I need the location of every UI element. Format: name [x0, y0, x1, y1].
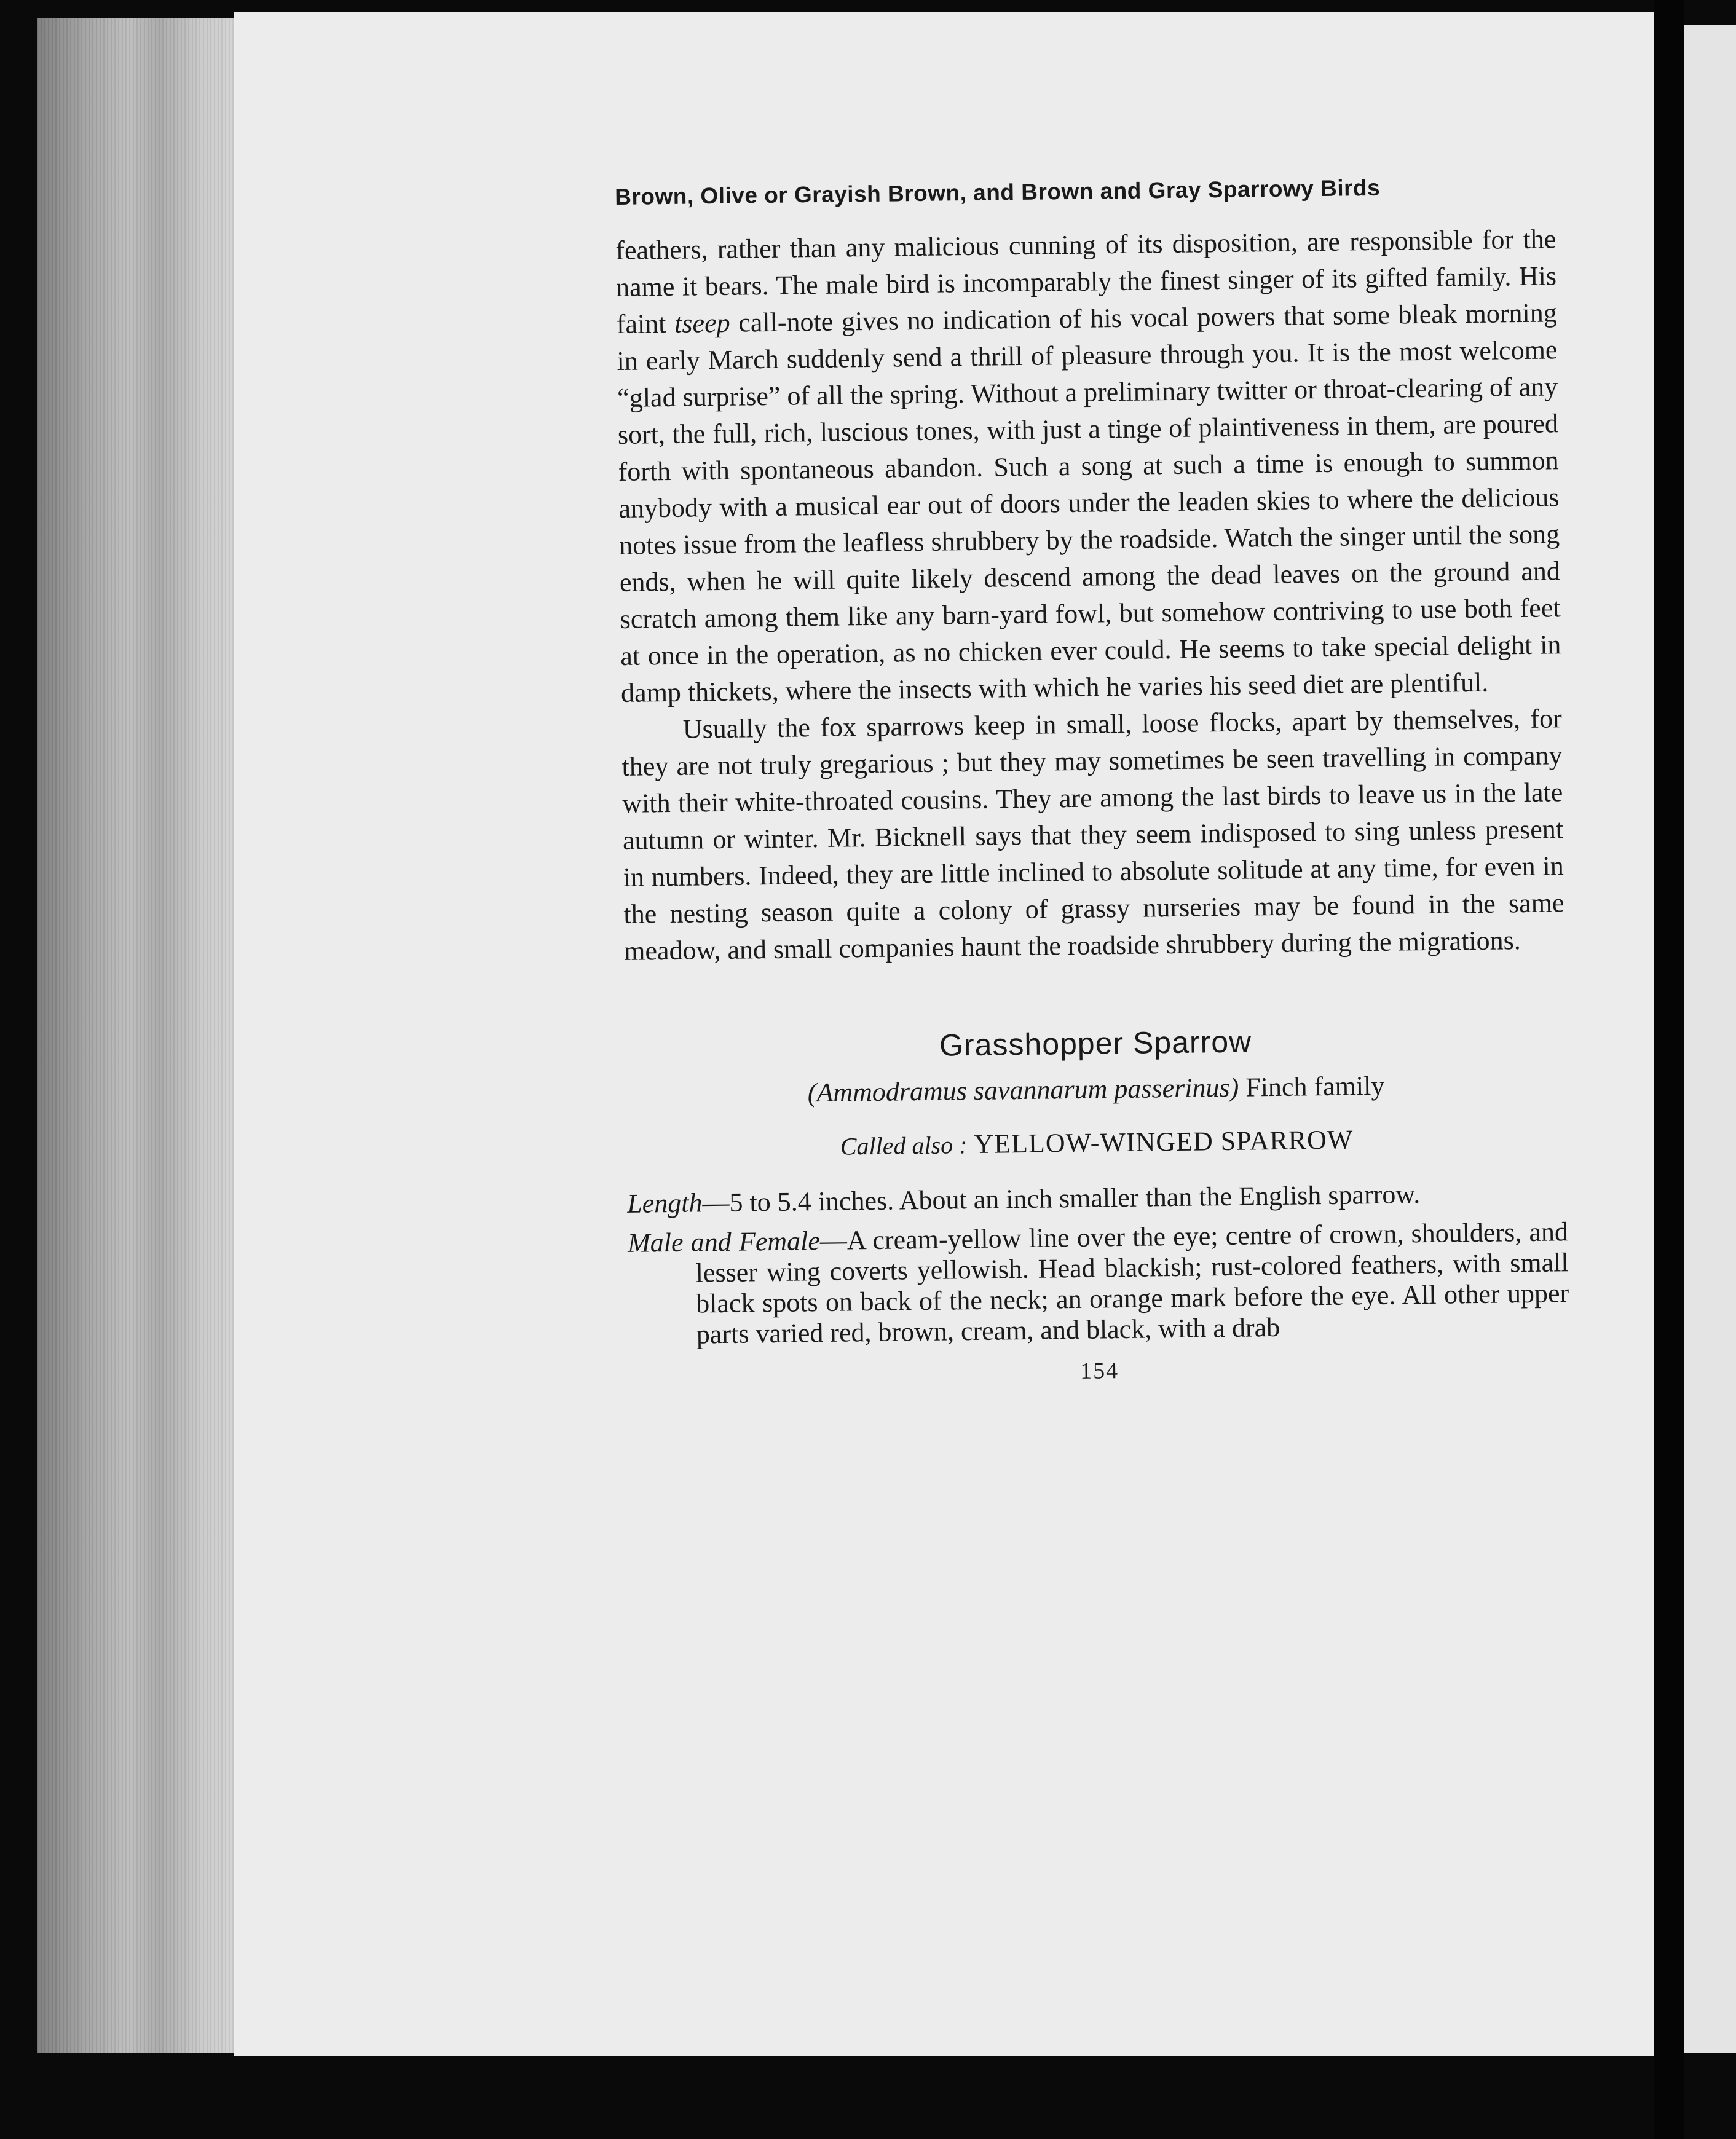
paragraph-emphasis: tseep — [674, 307, 730, 339]
facing-page-edge — [1684, 25, 1736, 2053]
page-stack-edge — [37, 18, 240, 2053]
entry-text: —5 to 5.4 inches. About an inch smaller than the English sparrow. — [702, 1179, 1421, 1218]
running-head: Brown, Olive or Grayish Brown, and Brown and Gray Sparrowy Birds — [615, 175, 1381, 210]
species-title: Grasshopper Sparrow — [939, 1024, 1252, 1063]
latin-name: (Ammodramus savannarum passerinus) — [807, 1072, 1239, 1108]
entry-male-and-female — [628, 1216, 1569, 1351]
entry-label: Male and Female — [627, 1226, 821, 1258]
species-scientific-name — [626, 1068, 1567, 1111]
species-also-called — [626, 1121, 1568, 1164]
also-called-name: YELLOW-WINGED SPARROW — [974, 1124, 1354, 1159]
page-content — [615, 173, 1570, 1390]
paragraph-text: feathers, rather than any malicious cunning of its disposition, are responsible for the name it bears. The male bird is incomparably the finest singer of its gifted family. His faint — [615, 224, 1557, 339]
paragraph-text: call-note gives no indication of his vocal powers that some bleak morning in early March suddenly send a thrill of pleasure through you. It is the most welcome “glad surprise” of all the spring. Without a preliminary twitter or throat-clearing of any sort, the full, rich, luscious tones, with just a tinge of plaintiveness in them, are poured forth with spontaneous abandon. Such a song at such a time is enough to summon anybody with a musical ear out of doors under the leaden skies to where the delicious notes issue from the leafless shrubbery by the roadside. Watch the singer until the song ends, when he will quite likely descend among the dead leaves on the ground and scratch among them like any barn-yard fowl, but somehow contriving to use both feet at once in the operation, as no chicken ever could. He seems to take special delight in damp thickets, where the insects with which he varies his seed diet are plentiful. — [617, 297, 1561, 708]
entry-length — [627, 1177, 1568, 1219]
entry-label: Length — [626, 1188, 703, 1219]
paragraph-fox-sparrow-flocks: Usually the fox sparrows keep in small, loose flocks, apart by themselves, for they are not truly gregarious ; but they may sometimes be seen travelling in company with their white-throated cousins. They are among the last birds to leave us in the late autumn or winter. Mr. Bicknell says that they seem indisposed to sing unless present in numbers. Indeed, they are little inclined to absolute solitude at any time, for even in the nesting season quite a colony of grassy nurseries may be found in the same meadow, and small companies haunt the roadside shrubbery during the migrations. — [621, 703, 1564, 966]
page-number: 154 — [1079, 1358, 1119, 1384]
also-called-label: Called also : — [840, 1131, 968, 1160]
paragraph-fox-sparrow-song — [615, 221, 1561, 712]
book-gutter — [1654, 0, 1684, 2139]
family-name: Finch family — [1245, 1070, 1385, 1103]
entry-text: —A cream-yellow line over the eye; centre of crown, shoulders, and lesser wing coverts yellowish. Head blackish; rust-colored feathers, with small black spots on back of the neck; an orange mark before the eye. All other upper parts varied red, brown, cream, and black, with a drab — [695, 1216, 1569, 1350]
